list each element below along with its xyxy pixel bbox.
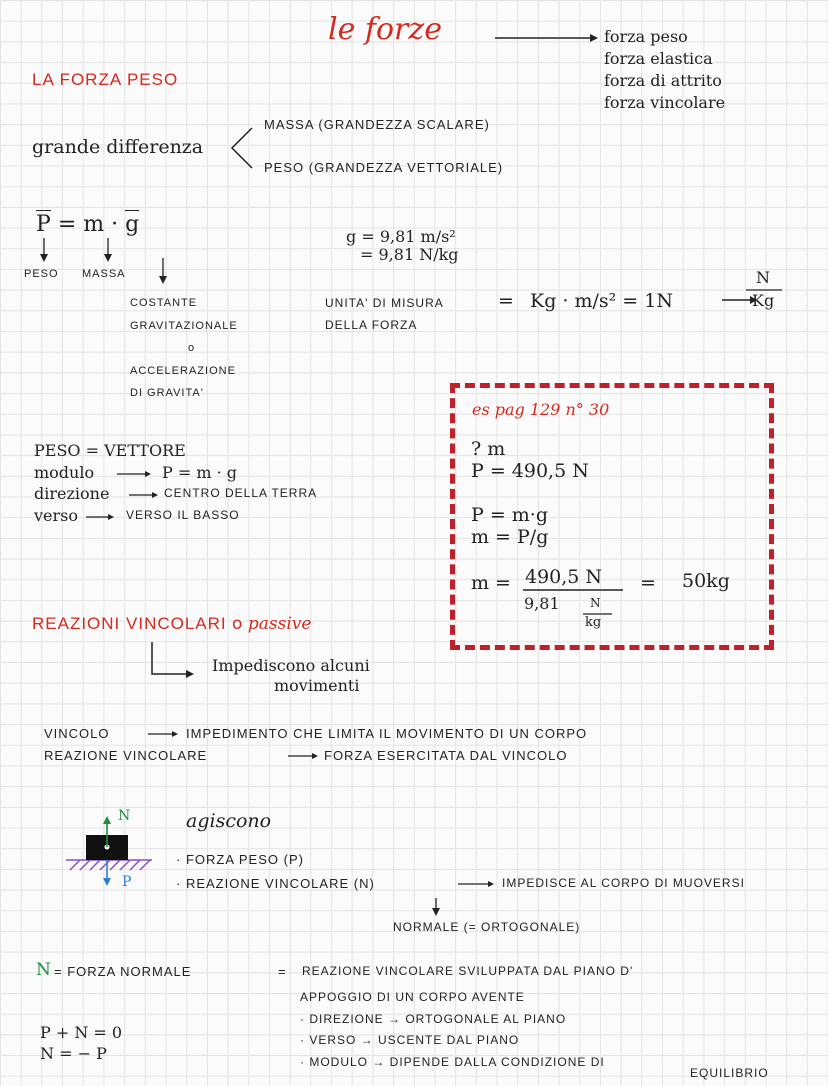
impedisce-note: IMPEDISCE AL CORPO DI MUOVERSI (502, 876, 745, 890)
reazione-item: · REAZIONE VINCOLARE (N) (176, 876, 375, 891)
exercise-given: ? m P = 490,5 N (471, 438, 589, 482)
peso-vettore-block: PESO = VETTORE modulo P = m · g direzione CENTRO DELLA TERRA verso VERSO IL BASSO (34, 441, 318, 525)
normale-eq: = FORZA NORMALE (54, 964, 192, 979)
exercise-result-value: 50kg (682, 570, 730, 592)
peso-note: PESO (GRANDEZZA VETTORIALE) (264, 160, 504, 175)
g-description: COSTANTE GRAVITAZIONALE o ACCELERAZIONE DI GRAVITA' (130, 297, 238, 399)
diagram-N-label: N (118, 808, 131, 824)
massa-note: MASSA (GRANDEZZA SCALARE) (264, 117, 490, 132)
unita-value: Kg · m/s² = 1N (530, 290, 673, 312)
normale-details: APPOGGIO DI UN CORPO AVENTE · DIREZIONE → ORTOGONALE AL PIANO · VERSO → USCENTE DAL PIANO · MODULO → DIPENDE DALLA CONDIZIONE DI (300, 990, 605, 1069)
force-type-item: forza elastica (604, 49, 713, 68)
section-heading-peso: LA FORZA PESO (32, 70, 179, 89)
vincolo-term: VINCOLO (44, 726, 110, 741)
impediscono-note: Impediscono alcuni movimenti (212, 656, 370, 695)
reazione-term: REAZIONE VINCOLARE (44, 748, 208, 763)
exercise-result-num: 490,5 N (525, 566, 603, 588)
reazione-def: FORZA ESERCITATA DAL VINCOLO (324, 748, 568, 763)
exercise-result-eq: = (640, 572, 656, 594)
unita-eq: = (498, 290, 514, 312)
equilibrium-equations (40, 1022, 122, 1064)
diagram-P-label: P (122, 874, 132, 890)
unita-frac-num: N (756, 268, 770, 287)
exercise-den-frac-den: kg (585, 615, 602, 630)
equilibrium-eq1: P + N = 0 (40, 1023, 123, 1042)
force-type-item: forza vincolare (604, 93, 726, 112)
force-type-item: forza peso (604, 27, 688, 46)
normale-def-eq: = (278, 964, 287, 979)
exercise-result-prefix: m = (471, 572, 511, 594)
exercise-ref: es pag 129 n° 30 (472, 400, 610, 419)
vector-g: g (125, 212, 140, 237)
g-values: g = 9,81 m/s² = 9,81 N/kg (346, 227, 459, 264)
forza-peso-item: · FORZA PESO (P) (176, 852, 304, 867)
unita-label: UNITA' DI MISURA DELLA FORZA (325, 296, 444, 332)
peso-vettore-head: PESO = VETTORE (34, 441, 186, 460)
page-title: le forze (328, 12, 442, 47)
massa-label: MASSA (82, 268, 126, 280)
equilibrium-eq2: N = − P (40, 1044, 107, 1063)
force-types-list (604, 26, 725, 114)
formula-weight: P = m · g (36, 212, 140, 237)
vector-P: P (36, 212, 51, 237)
plane-diagram (66, 816, 152, 886)
normale-equilibrio: EQUILIBRIO (690, 1066, 769, 1080)
normale-line1: REAZIONE VINCOLARE SVILUPPATA DAL PIANO D' (302, 964, 634, 978)
exercise-result-den: 9,81 (524, 594, 560, 613)
vincolo-def: IMPEDIMENTO CHE LIMITA IL MOVIMENTO DI UN CORPO (186, 726, 588, 741)
normale-N: N (36, 960, 51, 980)
brace-icon (232, 128, 252, 168)
exercise-den-frac-num: N (590, 596, 601, 610)
normale-note: NORMALE (= ORTOGONALE) (393, 920, 581, 934)
section-heading-reazioni: REAZIONI VINCOLARI o passive (32, 614, 312, 634)
reazioni-arrow (152, 642, 188, 674)
peso-label: PESO (24, 268, 59, 280)
force-type-item: forza di attrito (604, 71, 722, 90)
mass-symbol: m (83, 212, 105, 237)
agiscono-label: agiscono (186, 810, 272, 832)
differenza-label: grande differenza (32, 136, 204, 158)
exercise-formula: P = m·g m = P/g (471, 504, 549, 548)
unita-frac-den: Kg (752, 291, 775, 310)
